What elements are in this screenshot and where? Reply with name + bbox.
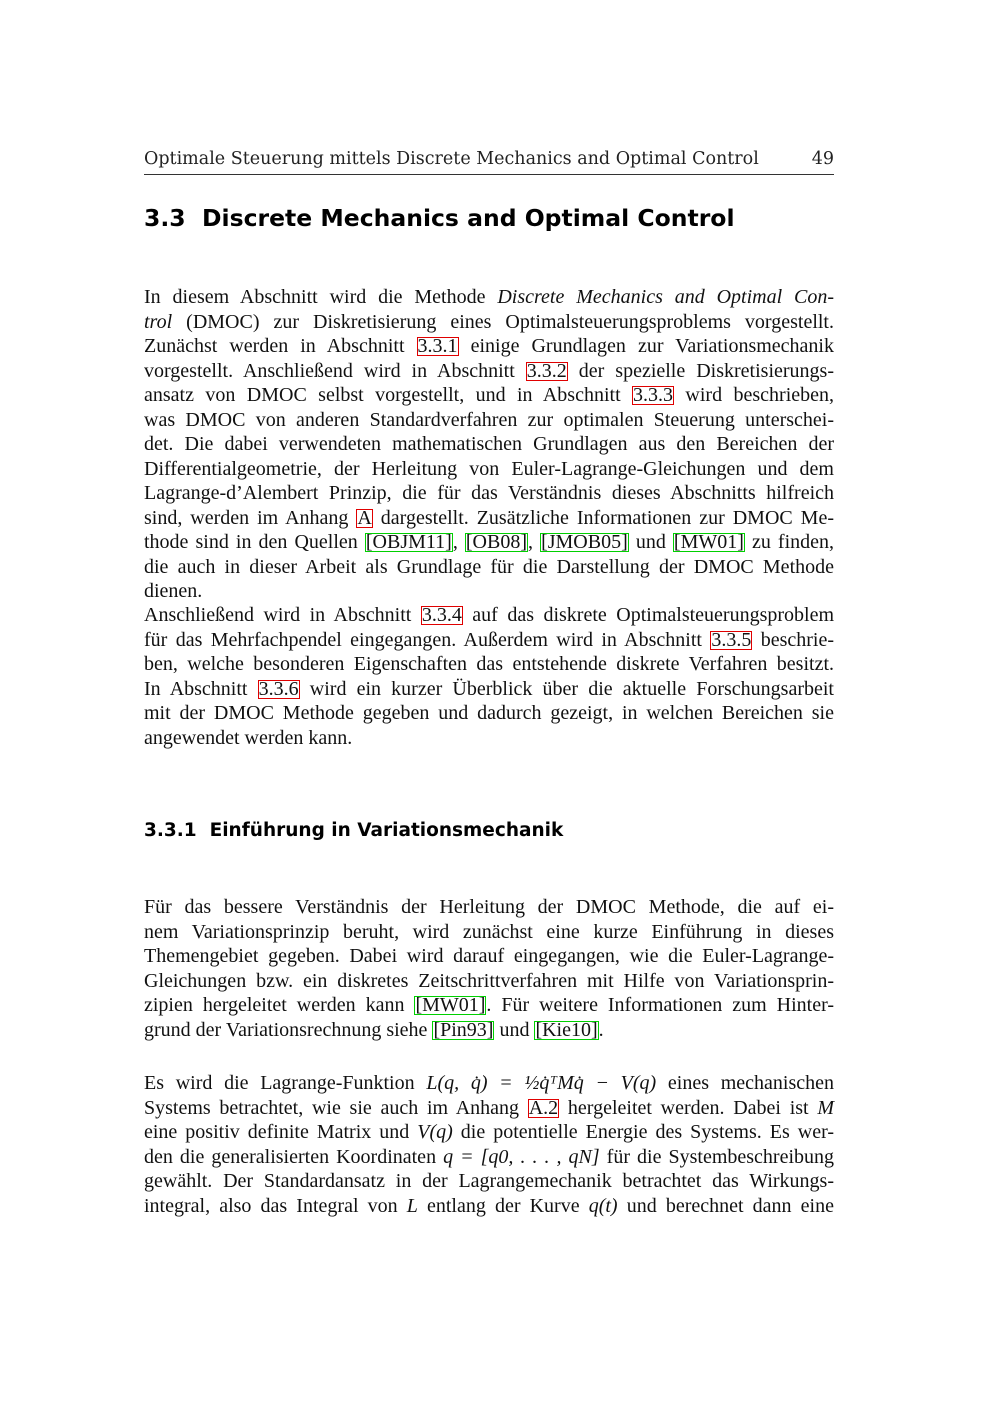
section-title: Discrete Mechanics and Optimal Control (202, 204, 735, 232)
citation-link-jmob05[interactable]: [JMOB05] (541, 531, 628, 553)
text-line: dienen. (144, 580, 203, 602)
subsection-number: 3.3.1 (144, 820, 197, 841)
text-line: In Abschnitt 3.3.6 wird ein kurzer Überblick über die aktuelle Forschungsarbeit (144, 677, 834, 700)
text-line: den die generalisierten Koordinaten q = [q0, . . . , qN] für die Systembeschreibung (144, 1145, 835, 1168)
section-link-3-3-4[interactable]: 3.3.4 (421, 604, 462, 626)
text-line: Differentialgeometrie, der Herleitung von Euler-Lagrange-Gleichungen und dem (144, 457, 834, 480)
text-line: trol (DMOC) zur Diskretisierung eines Optimalsteuerungsproblems vorgestellt. (144, 310, 834, 333)
math-m: M (817, 1096, 834, 1119)
citation-link-ob08[interactable]: [OB08] (465, 531, 527, 553)
section-link-3-3-2[interactable]: 3.3.2 (526, 359, 567, 382)
running-title: Optimale Steuerung mittels Discrete Mechanics and Optimal Control (144, 149, 759, 169)
text-line: sind, werden im Anhang A dargestellt. Zusätzliche Informationen zur DMOC Me- (144, 506, 835, 529)
text-line: Gleichungen bzw. ein diskretes Zeitschrittverfahren mit Hilfe von Variationsprin- (144, 969, 834, 992)
text-line: die auch in dieser Arbeit als Grundlage für die Darstellung der DMOC Methode (144, 555, 834, 578)
citation-link-mw01[interactable]: [MW01] (415, 994, 486, 1016)
section-heading (144, 204, 735, 232)
section-link-3-3-6[interactable]: 3.3.6 (258, 677, 299, 700)
text-line: grund der Variationsrechnung siehe [Pin93] und [Kie10]. (144, 1018, 604, 1041)
paragraph-outline (144, 603, 834, 750)
text-line: Lagrange-d’Alembert Prinzip, die für das Verständnis dieses Abschnitts hilfreich (144, 482, 834, 504)
section-link-3-3-5[interactable]: 3.3.5 (711, 628, 752, 651)
text-line: Themengebiet gegeben. Dabei wird darauf eingegangen, wie die Euler-Lagrange- (144, 945, 834, 967)
text-line: ben, welche besonderen Eigenschaften das entstehende diskrete Verfahren besitzt. (144, 653, 834, 675)
text-line: mit der DMOC Methode gegeben und dadurch gezeigt, in welchen Bereichen sie (144, 702, 834, 724)
math-qt: q(t) (588, 1194, 618, 1217)
math-lagrangian: L(q, q̇) = ½q̇ᵀMq̇ − V(q) (426, 1072, 657, 1094)
text-line: Zunächst werden in Abschnitt 3.3.1 einige Grundlagen zur Variationsmechanik (144, 335, 834, 357)
paragraph-intro (144, 285, 834, 604)
section-link-3-3-1[interactable]: 3.3.1 (417, 335, 458, 357)
text-line: thode sind in den Quellen [OBJM11], [OB08], [JMOB05] und [MW01] zu finden, (144, 531, 835, 553)
text-line: det. Die dabei verwendeten mathematischen Grundlagen aus den Bereichen der (144, 433, 834, 455)
text-line: Es wird die Lagrange-Funktion L(q, q̇) = ½q̇ᵀMq̇ − V(q) eines mechanischen (144, 1072, 835, 1094)
section-number: 3.3 (144, 204, 186, 232)
text-line: gewählt. Der Standardansatz in der Lagrangemechanik betrachtet das Wirkungs- (144, 1170, 834, 1192)
text-line: zipien hergeleitet werden kann [MW01]. Für weitere Informationen zum Hinter- (144, 994, 834, 1016)
subsection-title: Einführung in Variationsmechanik (209, 820, 564, 841)
text-line: vorgestellt. Anschließend wird in Abschnitt 3.3.2 der spezielle Diskretisierungs- (144, 359, 834, 382)
math-vq: V(q) (417, 1121, 453, 1143)
subsection-heading (144, 820, 563, 841)
citation-link-mw01[interactable]: [MW01] (673, 531, 744, 553)
citation-link-objm11[interactable]: [OBJM11] (365, 531, 452, 553)
paragraph-lagrange (144, 1071, 834, 1218)
citation-link-pin93[interactable]: [Pin93] (433, 1018, 494, 1041)
running-header (144, 149, 834, 175)
text-line: für das Mehrfachpendel eingegangen. Außerdem wird in Abschnitt 3.3.5 beschrie- (144, 628, 834, 651)
text-line: ansatz von DMOC selbst vorgestellt, und in Abschnitt 3.3.3 wird beschrieben, (144, 384, 834, 406)
math-l: L (406, 1194, 418, 1217)
text-line: eine positiv definite Matrix und V(q) die potentielle Energie des Systems. Es wer- (144, 1121, 834, 1143)
appendix-link-a[interactable]: A (357, 506, 372, 529)
text-line: was DMOC von anderen Standardverfahren zur optimalen Steuerung unterschei- (144, 408, 834, 431)
math-q-vector: q = [q0, . . . , qN] (443, 1145, 600, 1168)
page-number: 49 (811, 149, 834, 169)
text-line: Systems betrachtet, wie sie auch im Anhang A.2 hergeleitet werden. Dabei ist M (144, 1096, 834, 1119)
text-line: Für das bessere Verständnis der Herleitung der DMOC Methode, die auf ei- (144, 896, 834, 918)
text-line: Anschließend wird in Abschnitt 3.3.4 auf das diskrete Optimalsteuerungsproblem (144, 604, 834, 626)
appendix-link-a-2[interactable]: A.2 (528, 1096, 559, 1119)
section-link-3-3-3[interactable]: 3.3.3 (633, 384, 674, 406)
paragraph-variational (144, 895, 834, 1042)
text-line: In diesem Abschnitt wird die Methode Discrete Mechanics and Optimal Con- (144, 286, 834, 308)
text-line: angewendet werden kann. (144, 726, 353, 749)
text-line: nem Variationsprinzip beruht, wird zunächst eine kurze Einführung in dieses (144, 920, 834, 943)
text-line: integral, also das Integral von L entlang der Kurve q(t) und berechnet dann eine (144, 1194, 834, 1217)
citation-link-kie10[interactable]: [Kie10] (535, 1018, 598, 1041)
